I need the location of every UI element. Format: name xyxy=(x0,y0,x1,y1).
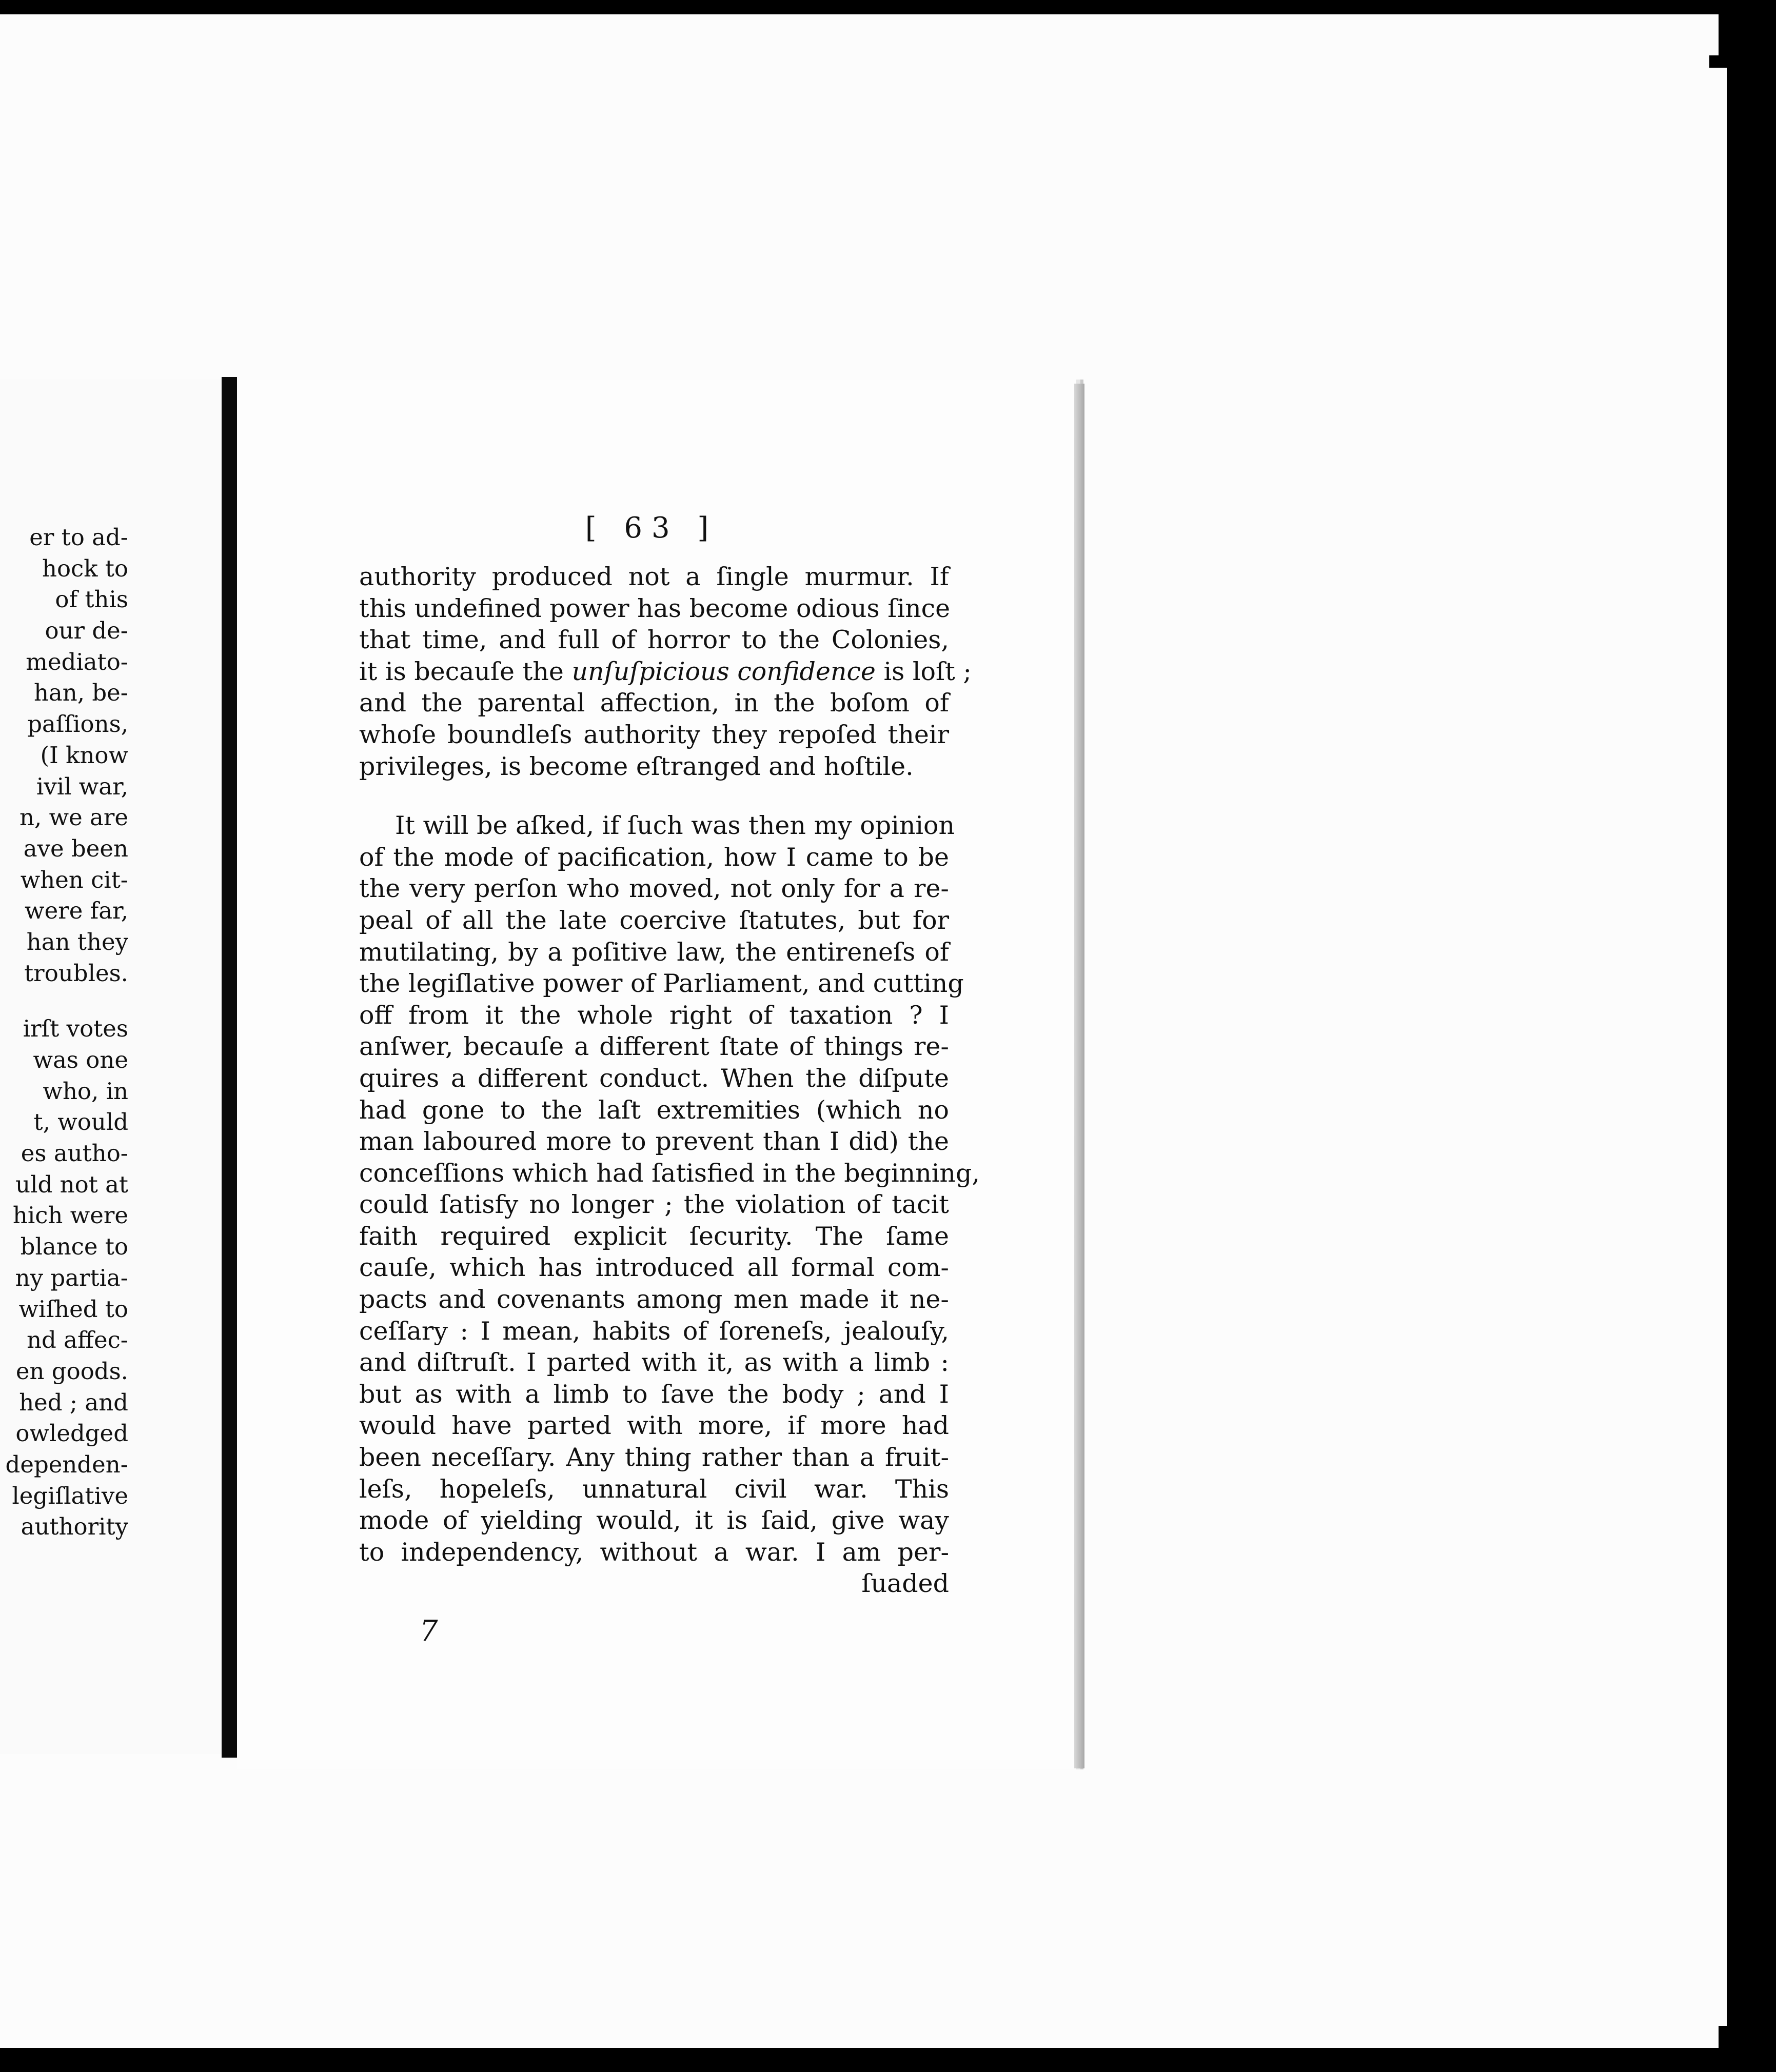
film-edge-mark xyxy=(1709,55,1730,68)
facing-page-line: (I know xyxy=(40,741,128,769)
text-line: privileges, is become eſtranged and hoſtile. xyxy=(359,751,914,781)
text-line: mutilating, by a poſitive law, the entireneſs of xyxy=(359,937,949,967)
facing-page-line: mediato- xyxy=(26,648,128,675)
text-line: could ſatisfy no longer ; the violation of tacit xyxy=(359,1190,949,1220)
facing-page-line: ivil war, xyxy=(36,772,128,800)
facing-page-line: blance to xyxy=(20,1233,128,1261)
facing-page-line: en goods. xyxy=(15,1357,128,1385)
facing-page-line: uld not at xyxy=(15,1170,128,1198)
text-line: conceſſions which had ſatisfied in the beginning, xyxy=(359,1158,980,1188)
text-line: faith required explicit ſecurity. The ſame xyxy=(359,1221,949,1251)
facing-page-line: dependen- xyxy=(5,1450,128,1478)
facing-page-line: han, be- xyxy=(33,679,128,707)
facing-page-line: our de- xyxy=(45,617,128,645)
frame-edge xyxy=(1719,56,1727,2026)
facing-page-line: was one xyxy=(33,1046,128,1073)
text-line: to independency, without a war. I am per- xyxy=(359,1537,949,1567)
text-line: pacts and covenants among men made it ne- xyxy=(359,1285,949,1314)
film-edge-mark xyxy=(1729,1748,1735,1759)
text-line: the very perſon who moved, not only for a re- xyxy=(359,874,949,904)
text-line: of the mode of pacification, how I came to be xyxy=(359,842,949,872)
page-number: [ 63 ] xyxy=(585,511,718,545)
text-line: ceſſary : I mean, habits of ſoreneſs, jealouſy, xyxy=(359,1316,949,1346)
facing-page-line: es autho- xyxy=(21,1140,128,1167)
paragraph-gap xyxy=(359,782,949,810)
facing-page-line: nd affec- xyxy=(27,1326,128,1354)
facing-page-line xyxy=(0,989,128,1013)
catchword: ſuaded xyxy=(861,1569,949,1599)
paragraph-1 xyxy=(359,561,972,782)
text-line: cauſe, which has introduced all formal com- xyxy=(359,1253,949,1283)
italic-phrase: unſuſpicious confidence xyxy=(571,656,876,686)
facing-page-line: hed ; and xyxy=(19,1388,128,1416)
facing-page-line: paſſions, xyxy=(27,710,128,738)
paragraph-2 xyxy=(359,810,980,1568)
page-edge-shadow xyxy=(1074,384,1084,1768)
text-line: off from it the whole right of taxation ? I xyxy=(359,1000,949,1030)
text-line: peal of all the late coercive ſtatutes, but for xyxy=(359,905,949,935)
text-line: quires a different conduct. When the diſpute xyxy=(359,1063,949,1093)
text-line: been neceſſary. Any thing rather than a fruit- xyxy=(359,1443,949,1472)
facing-page-line: ny partia- xyxy=(15,1264,128,1291)
text-line: mode of yielding would, it is ſaid, give way xyxy=(359,1506,949,1536)
text-line: this undefined power has become odious ſince xyxy=(359,593,951,623)
facing-page-line: n, we are xyxy=(19,804,128,831)
facing-page-line: of this xyxy=(55,586,128,613)
text-line: and the parental affection, in the boſom of xyxy=(359,688,949,718)
text-line: anſwer, becauſe a different ſtate of things re- xyxy=(359,1032,949,1062)
text-line: whoſe boundleſs authority they repoſed their xyxy=(359,720,949,749)
facing-page-line: owledged xyxy=(15,1420,128,1447)
facing-page-text xyxy=(0,522,128,1543)
text-line: man laboured more to prevent than I did) the xyxy=(359,1127,949,1157)
text-line: authority produced not a ſingle murmur. If xyxy=(359,562,949,591)
text-line: would have parted with more, if more had xyxy=(359,1411,949,1441)
text-line: It will be aſked, if ſuch was then my opinion xyxy=(395,811,955,841)
text-line: that time, and full of horror to the Colonies, xyxy=(359,625,949,655)
text-line: it is becauſe the unſuſpicious confidence is loſt ; xyxy=(359,656,972,686)
facing-page-line: when cit- xyxy=(20,866,128,893)
text-line: and diſtruſt. I parted with it, as with a limb : xyxy=(359,1348,949,1378)
film-edge-mark xyxy=(1729,377,1735,389)
text-line: leſs, hopeleſs, unnatural civil war. This xyxy=(359,1474,949,1504)
text-line: but as with a limb to ſave the body ; and I xyxy=(359,1379,949,1409)
facing-page-line: were far, xyxy=(25,897,128,925)
book-gutter xyxy=(222,377,237,1758)
facing-page-line: legiſlative xyxy=(12,1482,128,1509)
text-line: the legiſlative power of Parliament, and cutting xyxy=(359,969,964,999)
facing-page-line: er to ad- xyxy=(29,524,128,551)
facing-page-line: wiſhed to xyxy=(18,1295,128,1323)
facing-page-line: troubles. xyxy=(24,959,128,987)
text-line: had gone to the laſt extremities (which no xyxy=(359,1095,949,1125)
facing-page-line: authority xyxy=(21,1513,128,1541)
facing-page-line: hock to xyxy=(42,554,128,582)
facing-page-line: who, in xyxy=(43,1077,128,1105)
signature-mark: 7 xyxy=(420,1615,438,1648)
facing-page-line: t, would xyxy=(33,1108,128,1136)
facing-page-line: hich were xyxy=(12,1202,128,1229)
facing-page-line: han they xyxy=(26,928,128,955)
facing-page-line: ave been xyxy=(23,834,128,862)
facing-page-line: irſt votes xyxy=(23,1015,128,1043)
page-body xyxy=(359,561,980,1600)
